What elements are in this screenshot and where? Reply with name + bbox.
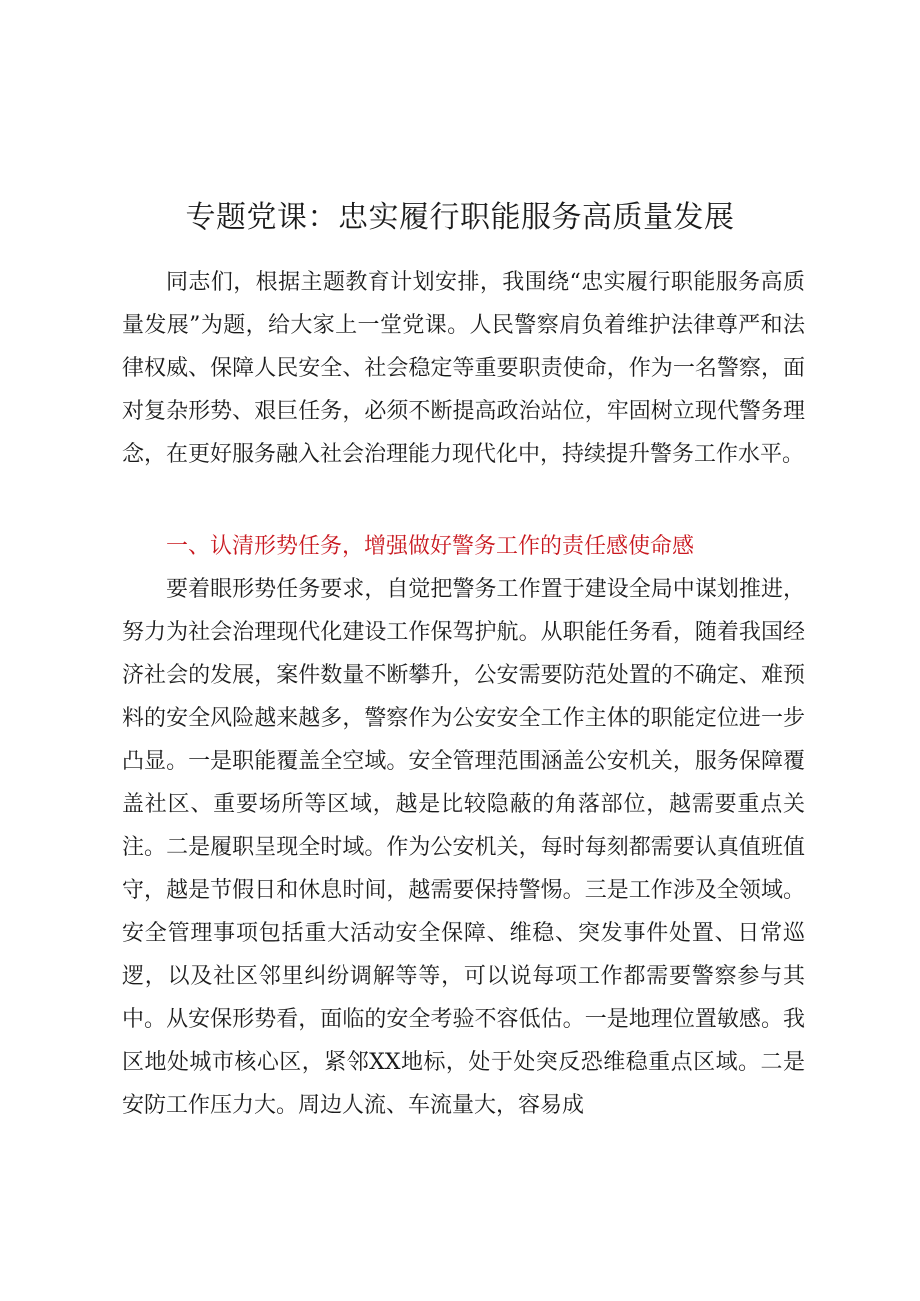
document-title: 专题党课：忠实履行职能服务高质量发展 — [185, 200, 735, 235]
section-paragraph: 要着眼形势任务要求，自觉把警务工作置于建设全局中谋划推进，努力为社会治理现代化建设工作保驾护航。从职能任务看，随着我国经济社会的发展，案件数量不断攀升，公安需要防范处置的不确定、难预料的安全风险越来越多，警察作为公安安全工作主体的职能定位进一步凸显。一是职能覆盖全空域。安全管理范围涵盖公安机关，服务保障覆盖社区、重要场所等区域，越是比较隐蔽的角落部位，越需要重点关注。二是履职呈现全时域。作为公安机关，每时每刻都需要认真值班值守，越是节假日和休息时间，越需要保持警惕。三是工作涉及全领域。安全管理事项包括重大活动安全保障、维稳、突发事件处置、日常巡逻，以及社区邻里纠纷调解等等，可以说每项工作都需要警察参与其中。从安保形势看，面临的安全考验不容低估。一是地理位置敏感。我区地处城市核心区，紧邻XX地标，处于处突反恐维稳重点区域。二是安防工作压力大。周边人流、车流量大，容易成 — [122, 577, 805, 1118]
intro-paragraph: 同志们，根据主题教育计划安排，我围绕“忠实履行职能服务高质量发展”为题，给大家上一堂党课。人民警察肩负着维护法律尊严和法律权威、保障人民安全、社会稳定等重要职责使命，作为一名警察，面对复杂形势、艰巨任务，必须不断提高政治站位，牢固树立现代警务理念，在更好服务融入社会治理能力现代化中，持续提升警务工作水平。 — [122, 270, 805, 467]
section-heading: 一、认清形势任务，增强做好警务工作的责任感使命感 — [166, 534, 695, 559]
